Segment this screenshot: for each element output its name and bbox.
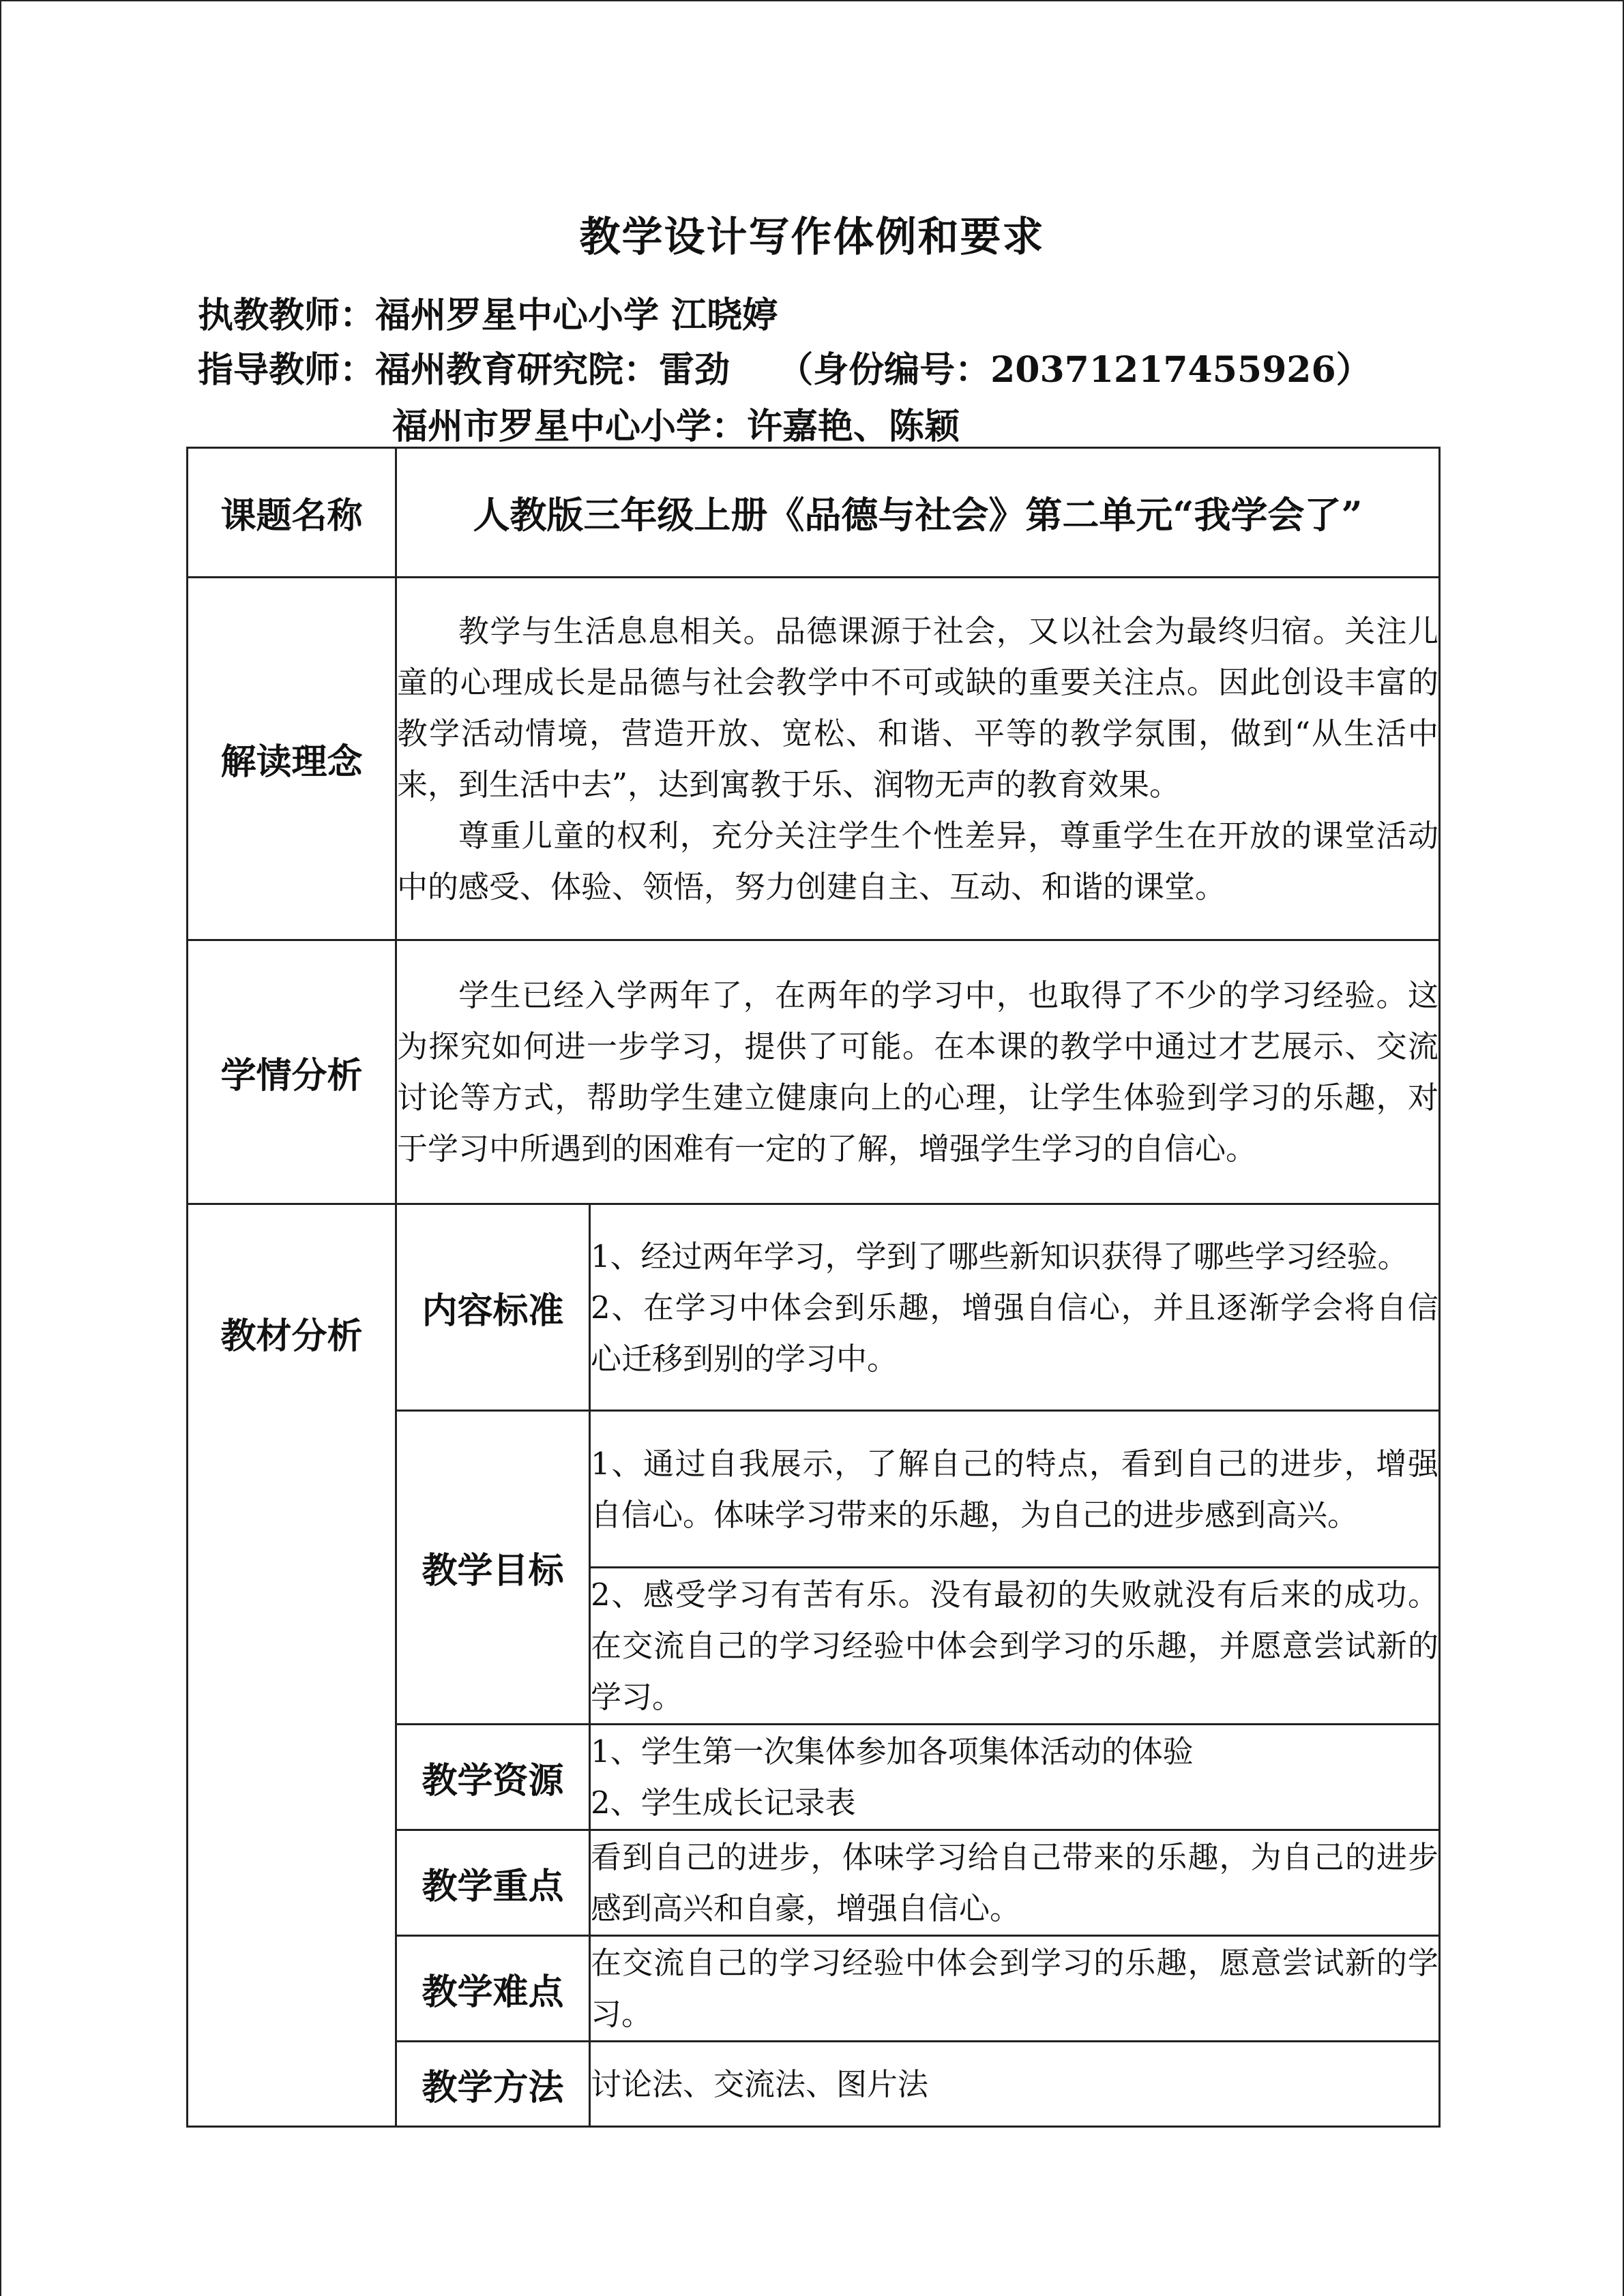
method-label: 教学方法 [396,2042,590,2127]
key-point-value: 看到自己的进步，体味学习给自己带来的乐趣，为自己的进步感到高兴和自豪，增强自信心。 [590,1830,1440,1936]
table-row-analysis [188,940,1440,1204]
goal-2: 2、感受学习有苦有乐。没有最初的失败就没有后来的成功。在交流自己的学习经验中体会到学习的乐趣，并愿意尝试新的学习。 [590,1568,1440,1725]
table-row-standard [188,1204,1440,1411]
resources-body [590,1725,1440,1830]
resource-item-2: 2、学生成长记录表 [591,1785,856,1821]
method-value: 讨论法、交流法、图片法 [590,2042,1440,2127]
table-row-concept [188,578,1440,940]
standard-body [590,1204,1440,1411]
advisor-line-2: 福州市罗星中心小学：许嘉艳、陈颖 [392,406,960,447]
key-point-label: 教学重点 [396,1830,590,1936]
page-border-left [0,0,1,2296]
page-border-top [0,0,1624,1]
material-label: 教材分析 [188,1204,396,2127]
concept-paragraph-2: 尊重儿童的权利，充分关注学生个性差异，尊重学生在开放的课堂活动中的感受、体验、领悟，努力创建自主、互动、和谐的课堂。 [397,817,1438,905]
goals-label: 教学目标 [396,1411,590,1725]
topic-label: 课题名称 [188,448,396,578]
analysis-body [396,940,1440,1204]
lesson-design-table [186,447,1441,2128]
concept-body [396,578,1440,940]
teacher-line: 执教教师：福州罗星中心小学 江晓婷 [198,295,778,336]
standard-item-2: 2、在学习中体会到乐趣，增强自信心，并且逐渐学会将自信心迁移到别的学习中。 [591,1289,1438,1377]
resource-item-1: 1、学生第一次集体参加各项集体活动的体验 [591,1733,1194,1770]
standard-label: 内容标准 [396,1204,590,1411]
concept-label: 解读理念 [188,578,396,940]
table-row-topic [188,448,1440,578]
concept-paragraph-1: 教学与生活息息相关。品德课源于社会，又以社会为最终归宿。关注儿童的心理成长是品德与社会教学中不可或缺的重要关注点。因此创设丰富的教学活动情境，营造开放、宽松、和谐、平等的教学氛围，做到“从生活中来，到生活中去”，达到寓教于乐、润物无声的教育效果。 [397,612,1438,803]
document-title: 教学设计写作体例和要求 [579,213,1045,261]
standard-item-1: 1、经过两年学习，学到了哪些新知识获得了哪些学习经验。 [591,1238,1408,1274]
difficulty-value: 在交流自己的学习经验中体会到学习的乐趣，愿意尝试新的学习。 [590,1936,1440,2042]
analysis-label: 学情分析 [188,940,396,1204]
resources-label: 教学资源 [396,1725,590,1830]
analysis-paragraph: 学生已经入学两年了，在两年的学习中，也取得了不少的学习经验。这为探究如何进一步学习，提供了可能。在本课的教学中通过才艺展示、交流讨论等方式，帮助学生建立健康向上的心理，让学生体验到学习的乐趣，对于学习中所遇到的困难有一定的了解，增强学生学习的自信心。 [397,977,1438,1167]
advisor-line: 指导教师：福州教育研究院：雷劲 （身份编号：20371217455926） [198,349,1372,391]
topic-value: 人教版三年级上册《品德与社会》第二单元“我学会了” [396,448,1440,578]
difficulty-label: 教学难点 [396,1936,590,2042]
goal-1: 1、通过自我展示，了解自己的特点，看到自己的进步，增强自信心。体味学习带来的乐趣，为自己的进步感到高兴。 [590,1411,1440,1568]
